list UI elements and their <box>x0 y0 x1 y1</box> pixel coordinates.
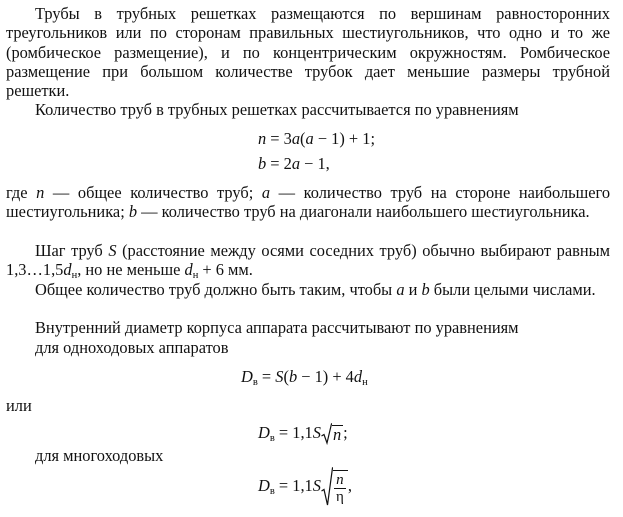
square-root-fraction: $\frac{n}{\eta}$ <box>321 467 348 507</box>
paragraph-integer-condition: Общее количество труб должно быть таким, чтобы a и b были целыми числами. <box>35 280 596 299</box>
paragraph-variable-definitions: где n — общее количество труб; a — количество труб на стороне наибольшего шестиугольника; b — количество труб на диагонали наибольшего шестиугольника. <box>6 183 611 222</box>
label-multi-pass: для многоходовых <box>35 446 164 465</box>
paragraph-shell-diameter-intro: Внутренний диаметр корпуса аппарата рассчитывают по уравнениям <box>35 318 519 337</box>
radical-sign-icon <box>321 423 332 445</box>
equation-diameter-multi-pass: $D_в = 1,1S$ $\frac{n}{\eta}$ , <box>258 467 352 507</box>
label-single-pass: для одноходовых аппаратов <box>35 338 229 357</box>
equation-diameter-single-pass: $D_в = S(b - 1) + 4d_н$ <box>241 367 368 388</box>
equation-diameter-sqrt-n: $D_в = 1,1S$ n ; <box>258 423 348 444</box>
equation-tube-count-n: n = 3a(a − 1) + 1; <box>258 129 375 148</box>
square-root: n <box>321 423 343 445</box>
label-or: или <box>6 396 32 415</box>
paragraph-tube-placement: Трубы в трубных решетках размещаются по вершинам равносторонних треугольников или по сторонам правильных шестиугольников, что одно и то же (ромбическое размещение), и по концентрическим окружностям. Ромбическое размещение при большом количестве трубок дает меньшие размеры трубной решетки. <box>6 4 610 101</box>
paragraph-tube-pitch: Шаг труб S (расстояние между осями соседних труб) обычно выбирают равным $1,3\dots 1,5d_н$, но не меньше $d_н + 6$ мм. <box>6 241 611 282</box>
paragraph-tube-count-intro: Количество труб в трубных решетках рассчитывается по уравнениям <box>35 100 519 119</box>
radical-sign-icon <box>321 467 333 507</box>
equation-tube-count-b: b = 2a − 1, <box>258 154 330 173</box>
